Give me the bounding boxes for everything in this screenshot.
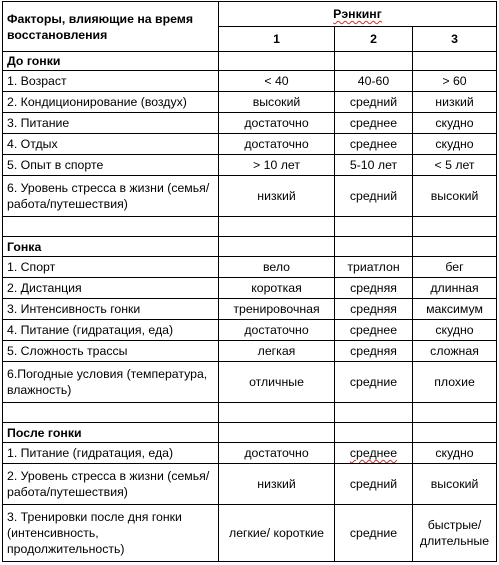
table-row — [3, 299, 497, 320]
rank-2-cell: средний — [335, 92, 413, 113]
factor-cell: 2. Уровень стресса в жизни (семья/работа/путешествия) — [3, 464, 219, 505]
factor-cell: 3. Тренировки после дня гонки (интенсивность, продолжительность) — [3, 505, 219, 562]
rank-1-cell: низкий — [219, 464, 335, 505]
table-row — [3, 464, 497, 505]
rank-2-cell: 5-10 лет — [335, 155, 413, 176]
rank-1-cell: вело — [219, 257, 335, 278]
rank-3-cell: высокий — [413, 176, 497, 217]
factor-cell: 5. Сложность трассы — [3, 341, 219, 362]
table-row — [3, 257, 497, 278]
rank-2-cell: средняя — [335, 299, 413, 320]
rank-2-cell: средняя — [335, 341, 413, 362]
recovery-factors-table — [2, 1, 497, 562]
factor-cell: 6.Погодные условия (температура, влажность) — [3, 362, 219, 403]
rank-1-cell: < 40 — [219, 71, 335, 92]
rank-2-cell: среднее — [335, 320, 413, 341]
rank-1-cell: достаточно — [219, 320, 335, 341]
rank-1-cell: легкие/ короткие — [219, 505, 335, 562]
rank-3-cell: скудно — [413, 443, 497, 464]
table-row — [3, 92, 497, 113]
rank-2-cell: средние — [335, 362, 413, 403]
table-row — [3, 320, 497, 341]
rank-2-value: среднее — [349, 446, 398, 460]
spacer-row — [3, 403, 497, 423]
rank-2-cell: среднее — [335, 113, 413, 134]
rank-2-header: 2 — [335, 27, 413, 52]
table-row — [3, 341, 497, 362]
rank-3-cell: скудно — [413, 320, 497, 341]
rank-1-cell: достаточно — [219, 113, 335, 134]
spacer-row — [3, 217, 497, 237]
rank-3-header: 3 — [413, 27, 497, 52]
rank-2-cell: средний — [335, 464, 413, 505]
rank-3-cell: максимум — [413, 299, 497, 320]
factor-cell: 4. Отдых — [3, 134, 219, 155]
rank-3-cell: плохие — [413, 362, 497, 403]
table-row — [3, 113, 497, 134]
rank-3-cell: > 60 — [413, 71, 497, 92]
table-row — [3, 443, 497, 464]
rank-3-cell: < 5 лет — [413, 155, 497, 176]
table-row — [3, 278, 497, 299]
rank-1-cell: достаточно — [219, 134, 335, 155]
table-row — [3, 176, 497, 217]
factor-cell: 5. Опыт в спорте — [3, 155, 219, 176]
rank-3-cell: низкий — [413, 92, 497, 113]
rank-1-cell: достаточно — [219, 443, 335, 464]
rank-3-cell: бег — [413, 257, 497, 278]
rank-1-cell: низкий — [219, 176, 335, 217]
factor-cell: 6. Уровень стресса в жизни (семья/работа/путешествия) — [3, 176, 219, 217]
rank-2-cell: триатлон — [335, 257, 413, 278]
rank-1-cell: > 10 лет — [219, 155, 335, 176]
table-row — [3, 362, 497, 403]
rank-3-cell: скудно — [413, 134, 497, 155]
rank-1-cell: короткая — [219, 278, 335, 299]
factor-cell: 2. Кондиционирование (воздух) — [3, 92, 219, 113]
section-title: После гонки — [3, 423, 219, 443]
rank-2-cell: 40-60 — [335, 71, 413, 92]
factor-cell: 1. Питание (гидратация, еда) — [3, 443, 219, 464]
rank-3-cell: длинная — [413, 278, 497, 299]
rank-3-cell: быстрые/ длительные — [413, 505, 497, 562]
factors-header: Факторы, влияющие на время восстановления — [3, 2, 219, 52]
rank-3-cell: высокий — [413, 464, 497, 505]
factor-cell: 3. Питание — [3, 113, 219, 134]
factor-cell: 2. Дистанция — [3, 278, 219, 299]
table-row — [3, 505, 497, 562]
rank-1-cell: тренировочная — [219, 299, 335, 320]
rank-2-cell: среднее — [335, 134, 413, 155]
rank-1-cell: отличные — [219, 362, 335, 403]
ranking-header — [219, 2, 497, 27]
section-title: До гонки — [3, 52, 219, 71]
rank-2-cell: средний — [335, 176, 413, 217]
rank-3-cell: сложная — [413, 341, 497, 362]
section-title: Гонка — [3, 237, 219, 257]
factor-cell: 4. Питание (гидратация, еда) — [3, 320, 219, 341]
table-row — [3, 71, 497, 92]
rank-3-cell: скудно — [413, 113, 497, 134]
table-row — [3, 134, 497, 155]
rank-1-header: 1 — [219, 27, 335, 52]
rank-2-cell: средние — [335, 505, 413, 562]
rank-2-cell — [335, 443, 413, 464]
rank-2-cell: средняя — [335, 278, 413, 299]
rank-1-cell: высокий — [219, 92, 335, 113]
table-row — [3, 155, 497, 176]
rank-1-cell: легкая — [219, 341, 335, 362]
factor-cell: 3. Интенсивность гонки — [3, 299, 219, 320]
factor-cell: 1. Возраст — [3, 71, 219, 92]
ranking-header-label: Рэнкинг — [333, 7, 382, 21]
factor-cell: 1. Спорт — [3, 257, 219, 278]
